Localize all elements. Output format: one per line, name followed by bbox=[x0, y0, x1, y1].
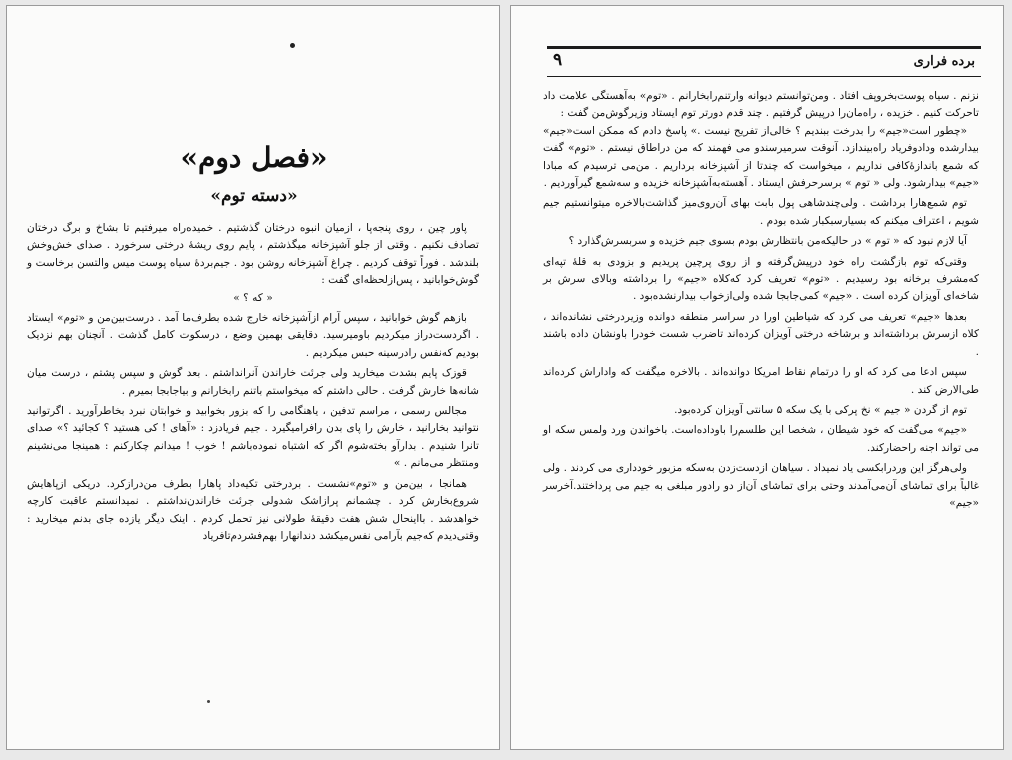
paragraph: قوزک پایم بشدت میخارید ولی جرئت خاراندن آنرانداشتم . بعد گوش و سپس پشتم ، درست میان شانه‌ها خارش گرفت . حالی داشتم که میخواستم باتنم رابخارانم و بیاجابجا بمیرم . bbox=[27, 367, 479, 397]
paragraph: نزنم . سیاه پوست‌بخروپف افتاد . ومن‌توانستم دیوانه وارتنم‌رابخارانم . «توم» به‌آهستگی علامت داد تاحرکت کنیم . خزیده ، راه‌مان‌را درپیش گرفتیم . چند قدم دورتر توم ایستاد وزیرگوش‌من گفت : bbox=[543, 90, 979, 120]
paragraph: سپس ادعا می کرد که او را درتمام نقاط امریکا دوانده‌اند . بالاخره میگفت که واداراش کرده‌اند طی‌الارض کند . bbox=[543, 366, 979, 396]
chapter-title: «فصل دوم» bbox=[180, 141, 328, 174]
paragraph: وقتی‌که توم بازگشت راه خود درپیش‌گرفته و از روی پرچین پریدیم و بزودی به قلهٔ تپه‌ای که‌مشرف برخانه بود رسیدیم . «توم» تعریف کرد که‌کلاه «جیم» را برداشته وبالای سرش بر شاخه‌ای آویزان کرده‌ است . «جیم» کمی‌جابجا شده ولی‌ازخواب بیدارنشده‌بود . bbox=[543, 255, 979, 303]
header-rule bbox=[547, 46, 981, 49]
paragraph: پاور چین ، روی پنجه‌پا ، ازمیان انبوه درختان گذشتیم . خمیده‌راه میرفتیم تا بشاخ و برگ درختان تصادف نکنیم . وقتی از جلو آشپزخانه میگذشتم ، پایم روی ریشهٔ درختی سرخورد . صدای خش‌وخش بلندشد . فوراً توقف کردیم . چراغ آشپزخانه روشن بود . جیم‌بردهٔ سیاه پوست میس والتسن برخاست و گوش‌خوابانید ، پس‌ازلحظه‌ای گفت : bbox=[27, 222, 479, 287]
paragraph: مجالس رسمی ، مراسم تدفین ، یاهنگامی را که بزور بخوابید و خوابتان نبرد بخاطرآورید . اگرتوانید نتوانید بخارانید ، خارش را پای بدن رافرامیگیرد . جیم فریادزد : «آهای ! کی هستید ؟ کجائید ؟» صدای تانرا شنیدم . بدارآو بخته‌شوم اگر که اشتباه نموده‌باشم ! خوب ! میدانم چکارکنم : همینجا می‌نشینم ومنتظر می‌مانم . » bbox=[27, 405, 479, 470]
paragraph: ولی‌هرگز این وردرابکسی یاد نمیداد . سیاهان ازدست‌زدن به‌سکه مزبور خودداری می کردند . ولی غالباً برای تماشای آن‌می‌آمدند وحتی برای تماشای آن‌از دو رادور مبلغی به جیم می پرداختند.آخرسر «جیم» bbox=[543, 462, 979, 509]
paragraph: «جیم» می‌گفت که خود شیطان ، شخصا این طلسم‌را باوداده‌است. باخواندن ورد ولمس سکه او می تواند اجنه راحضارکند. bbox=[543, 424, 979, 454]
paragraph: بازهم گوش خوابانید ، سپس آرام ازآشپزخانه خارج شده بطرف‌ما آمد . درست‌بین‌من و «توم» ایستاد . اگردست‌دراز میکردیم باومیرسید. دقایقی بهمین وضع ، درسکوت کامل گذشت . آنچنان بهم نزدیک بودیم که‌نفس رادرسینه حبس میکردیم . bbox=[27, 312, 479, 359]
right-page bbox=[510, 5, 1004, 750]
paragraph: بعدها «جیم» تعریف می کرد که شیاطین اورا در سراسر منطقه دوانده وزیردرختی نشانده‌اند ، کلاه ازسرش برداشته‌اند و برشاخه درختی آویزان کرده‌اند تاضرب شست خودرا باونشان داده باشند . bbox=[543, 310, 979, 358]
chapter-subtitle: «دسته توم» bbox=[210, 186, 298, 206]
ink-dot bbox=[290, 43, 295, 48]
paragraph: « که ؟ » bbox=[233, 291, 273, 304]
header-rule bbox=[547, 76, 981, 77]
ink-dot bbox=[207, 700, 210, 703]
paragraph: توم از گردن « جیم » نخ پرکی با یک سکه ۵ سانتی آویزان کرده‌بود. bbox=[674, 403, 967, 416]
paragraph: همانجا ، بین‌من و «توم»نشست . بردرختی تکیه‌داد پاهارا بطرف من‌درازکرد. دریکی ازپاهایش شروع‌بخارش کرد . چشمانم پرازاشک شدولی جرئت خاراندن‌نداشتم . نمیدانستم عاقبت کارچه خواهدشد . بااینحال شش هفت دقیقهٔ طولانی نیز تحمل کردم . اینک دیگر یازده جای بدنم میخارید : وقتی‌دیدم که‌جیم بآرامی نفس‌میکشد دندانهارا بهم‌فشردم‌تافریاد bbox=[27, 477, 479, 542]
page-number: ۹ bbox=[553, 50, 563, 70]
left-page bbox=[6, 5, 500, 750]
paragraph: «چطور است«جیم» را بدرخت ببندیم ؟ خالی‌از تفریح نیست .» پاسخ دادم که ممکن است«جیم» بیدارشده ودادوفریاد راه‌بیندازد. آنوقت سرمیرسندو می فهمند که من دراطاق نیستم . «توم» گفت که شمع باندازهٔ‌کافی نداریم ، میخواست که چندتا از آشپزخانه برداریم . من‌می ترسیدم که مبادا «جیم» بیدارشود. ولی « توم » برسرحرفش ایستاد . آهسته‌به‌آشپزخانه خزیده و سه‌شمع گیرآوردیم . bbox=[543, 124, 979, 190]
left-page-body bbox=[27, 220, 479, 545]
right-page-body bbox=[543, 88, 979, 512]
paragraph: آیا لازم نبود که « توم » در حالیکه‌من بانتظارش بودم بسوی جیم خزیده و سربسرش‌گذارد ؟ bbox=[568, 235, 967, 248]
running-title: برده فراری bbox=[913, 54, 975, 69]
paragraph: توم شمع‌هارا برداشت . ولی‌چندشاهی پول بابت بهای آن‌روی‌میز گذاشت‌بالاخره میتوانستیم جیم شویم ، اعتراف میکنم که بسیارسبکبار شده بودم . bbox=[543, 197, 979, 227]
